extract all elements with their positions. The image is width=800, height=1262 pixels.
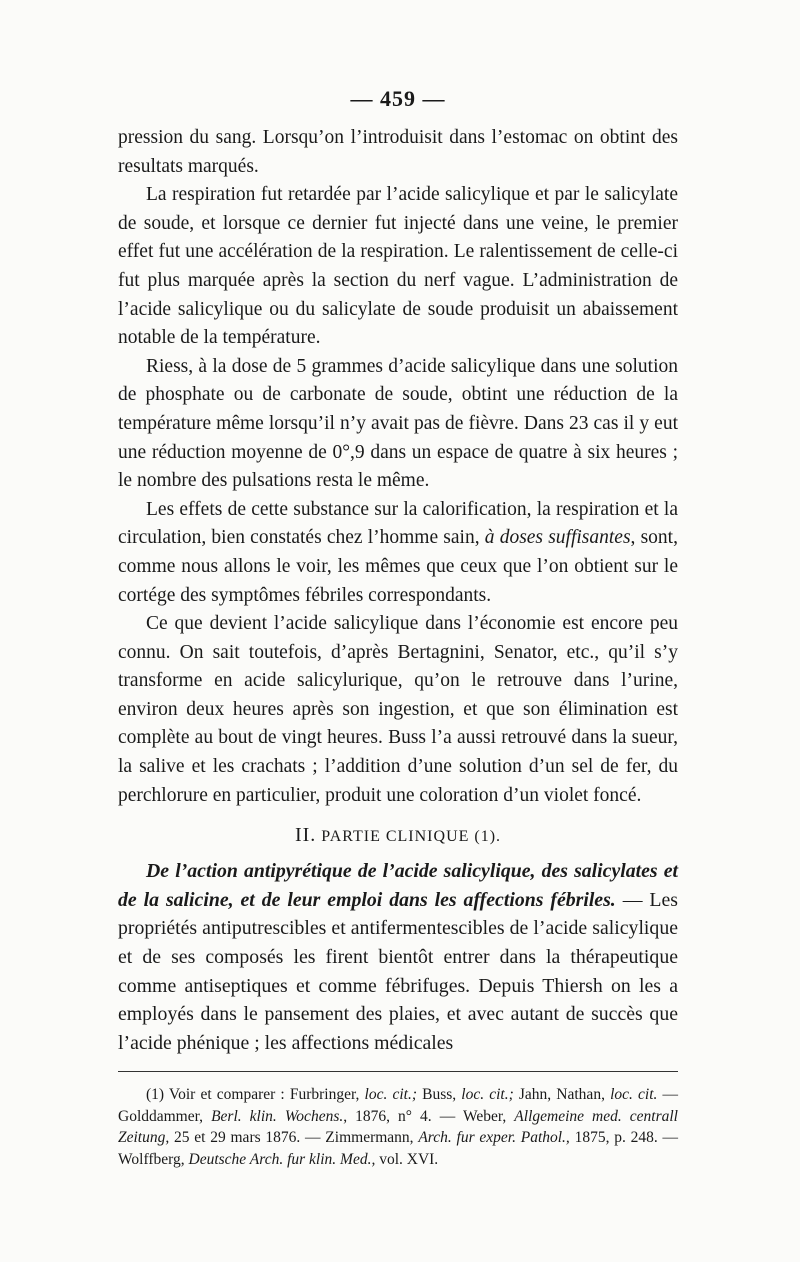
paragraph-5: Ce que devient l’acide salicylique dans l’économie est encore peu connu. On sait toutefois, d’après Bertagnini, Senator, etc., qu’il s’y transforme en acide salicylurique, qu’on le retrouve dans l’urine, environ deux heures après son ingestion, et que son élimination est complète au bout de vingt heures. Buss l’a aussi retrouvé dans la sueur, la salive et les crachats ; l’addition d’une solution d’un sel de fer, du perchlorure en particulier, produit une coloration d’un violet foncé. — [118, 613, 678, 806]
fn-italic-3: loc. cit. — [610, 1086, 658, 1104]
clinical-text: — Les propriétés antiputrescibles et antifermentescibles de l’acide salicylique et de ses composés les firent bientôt entrer dans la thérapeutique comme antiseptiques et comme fébrifuges. Depuis Thiersh on les a employés dans le pansement des plaies, et avec autant de succès que l’acide phénique ; les affections médicales — [118, 888, 678, 1054]
fn-text-1: (1) Voir et comparer : Furbringer, — [146, 1086, 365, 1104]
fn-text-8: vol. XVI. — [375, 1150, 439, 1168]
document-page — [118, 86, 678, 1170]
fn-italic-4: Berl. klin. Wochens. — [211, 1107, 344, 1125]
paragraph-2: La respiration fut retardée par l’acide salicylique et par le salicylate de soude, et lorsque ce dernier fut injecté dans une veine, le premier effet fut une accélération de la respiration. Le ralentissement de celle-ci fut plus marquée après la section du nerf vague. L’administration de l’acide salicylique ou du salicylate de soude produisit un abaissement notable de la température. — [118, 184, 678, 349]
fn-text-4: — Golddammer, — [118, 1086, 679, 1125]
footnote-divider — [118, 1071, 678, 1072]
fn-italic-7: Deutsche Arch. fur klin. Med., — [188, 1150, 376, 1168]
paragraph-1: pression du sang. Lorsqu’on l’introduisit dans l’estomac on obtint des resultats marqués. — [118, 127, 678, 177]
fn-italic-2: loc. cit.; — [461, 1086, 514, 1104]
fn-text-3: Jahn, Nathan, — [513, 1086, 611, 1104]
page-number: — 459 — — [350, 86, 446, 111]
paragraph-4-italic: à doses suffisantes — [484, 527, 631, 549]
paragraph-4-text-a: Les effets de cette substance sur la calorification, la respiration et la circulation, bien constatés chez l’homme sain, — [118, 498, 678, 549]
section-title: PARTIE CLINIQUE (1). — [321, 828, 502, 846]
section-heading — [118, 824, 678, 847]
clinical-section — [118, 857, 678, 1057]
paragraph-4 — [118, 496, 678, 610]
body-text — [118, 124, 678, 810]
fn-text-6: 25 et 29 mars 1876. — Zimmermann, — [169, 1129, 419, 1147]
fn-italic-5: Allgemeine med. centrall Zeitung, — [118, 1107, 678, 1147]
paragraph-3: Riess, à la dose de 5 grammes d’acide salicylique dans une solution de phosphate ou de carbonate de soude, obtint une réduction de la température même lorsqu’il n’y avait pas de fièvre. Dans 23 cas il y eut une réduction moyenne de 0°,9 dans un espace de quatre à six heures ; le nombre des pulsations resta le même. — [118, 355, 678, 492]
section-number: II. — [294, 824, 317, 847]
fn-text-2: Buss, — [417, 1086, 462, 1104]
footnote — [118, 1084, 678, 1170]
clinical-paragraph — [118, 857, 678, 1057]
fn-text-5: , 1876, n° 4. — Weber, — [343, 1107, 515, 1125]
fn-text-7: 1875, p. 248. — Wolffberg, — [118, 1129, 679, 1168]
fn-italic-1: loc. cit.; — [364, 1086, 417, 1104]
clinical-title: De l’action antipyrétique de l’acide salicylique, des salicylates et de la salicine, et de leur emploi dans les affections fébriles. — [118, 860, 678, 911]
footnote-paragraph — [118, 1084, 678, 1170]
paragraph-4-text-b: , sont, comme nous allons le voir, les mêmes que ceux que l’on obtient sur le cortége des symptômes fébriles correspondants. — [118, 527, 678, 606]
fn-italic-6: Arch. fur exper. Pathol., — [418, 1129, 570, 1147]
